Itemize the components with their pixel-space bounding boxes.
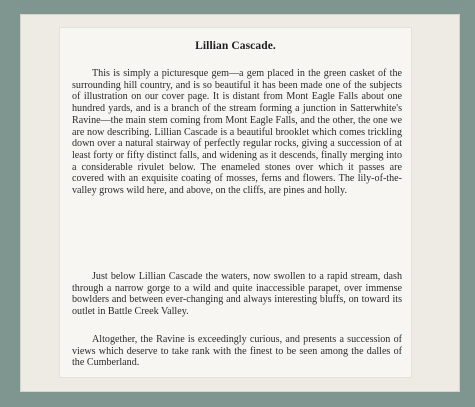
paragraph-3: Altogether, the Ravine is exceedingly curious, and presents a succession of views which deserve to take rank with the finest to be seen among the dalles of the Cumberland. [72,334,402,369]
article-title: Lillian Cascade. [195,40,276,52]
paragraph-2: Just below Lillian Cascade the waters, now swollen to a rapid stream, dash through a narrow gorge to a wild and quite inaccessible parapet, over immense bowlders and between ever-changing and always interesting bluffs, on toward its outlet in Battle Creek Valley. [72,271,402,318]
newspaper-clipping [60,28,411,377]
paragraph-1: This is simply a picturesque gem—a gem placed in the green casket of the surrounding hill country, and is so beautiful it has been made one of the subjects of illustration on our cover page. It is distant from Mont Eagle Falls about one hundred yards, and is a branch of the stream forming a junction in Satterwhite's Ravine—the main stem coming from Mont Eagle Falls, and the other, the one we are now describing. Lillian Cascade is a beautiful brooklet which comes trickling down over a natural stairway of perfectly regular rocks, giving a succession of at least forty or fifty distinct falls, and widening as it descends, finally merging into a considerable rivulet below. The enameled stones over which it passes are covered with an exquisite coating of mosses, ferns and flowers. The lily-of-the-valley grows wild here, and above, on the cliffs, are pines and holly. [72,68,402,197]
